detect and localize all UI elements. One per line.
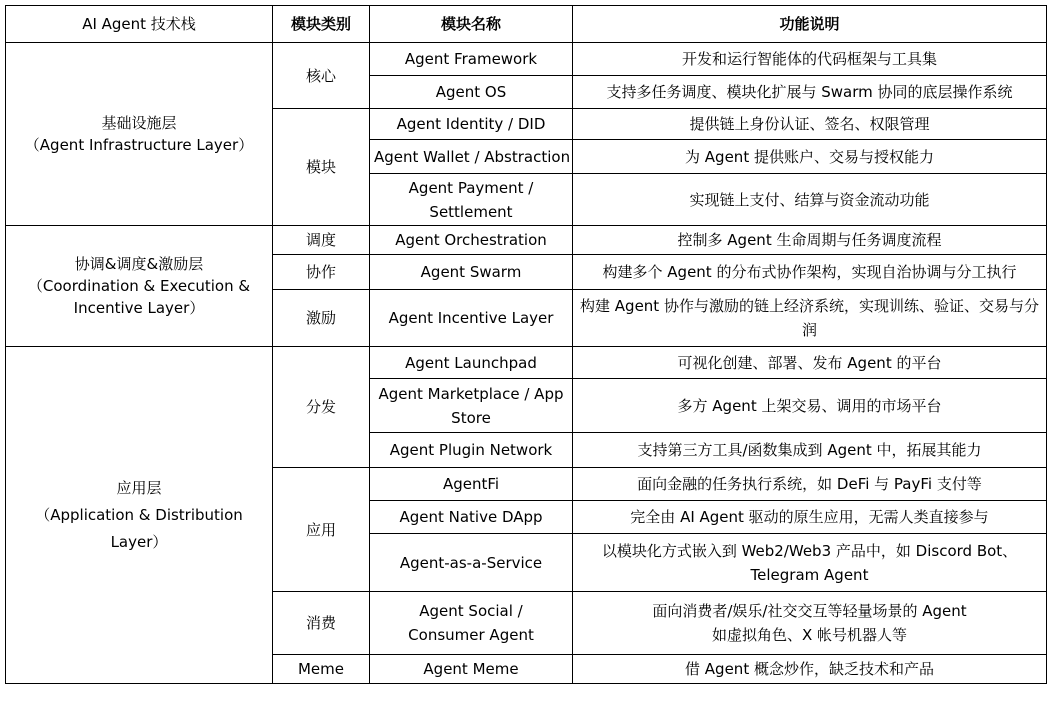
module-description: 构建 Agent 协作与激励的链上经济系统，实现训练、验证、交易与分润: [573, 290, 1047, 347]
header-description: 功能说明: [573, 6, 1047, 43]
category-application: 应用: [273, 468, 370, 592]
module-description: 面向金融的任务执行系统，如 DeFi 与 PayFi 支付等: [573, 468, 1047, 501]
module-name: Agent Plugin Network: [370, 433, 573, 468]
module-description: 控制多 Agent 生命周期与任务调度流程: [573, 226, 1047, 255]
module-description: 开发和运行智能体的代码框架与工具集: [573, 43, 1047, 76]
module-description: 构建多个 Agent 的分布式协作架构，实现自治协调与分工执行: [573, 255, 1047, 290]
table-header-row: [6, 6, 1047, 43]
category-meme: Meme: [273, 655, 370, 684]
header-stack: AI Agent 技术栈: [6, 6, 273, 43]
table-row: [6, 226, 1047, 255]
category-schedule: 调度: [273, 226, 370, 255]
module-name: Agent Orchestration: [370, 226, 573, 255]
module-name: AgentFi: [370, 468, 573, 501]
module-name: Agent Identity / DID: [370, 109, 573, 140]
category-collab: 协作: [273, 255, 370, 290]
module-description: 可视化创建、部署、发布 Agent 的平台: [573, 347, 1047, 379]
layer-title: 协调&调度&激励层: [74, 255, 204, 273]
module-description-line: 如虚拟角色、X 帐号机器人等: [711, 626, 908, 644]
module-description: 支持第三方工具/函数集成到 Agent 中，拓展其能力: [573, 433, 1047, 468]
module-name: Agent Incentive Layer: [370, 290, 573, 347]
module-description: 多方 Agent 上架交易、调用的市场平台: [573, 379, 1047, 433]
module-description: 实现链上支付、结算与资金流动功能: [573, 174, 1047, 226]
module-name: Agent Framework: [370, 43, 573, 76]
module-name: Agent Wallet / Abstraction: [370, 140, 573, 174]
layer-subtitle: （Agent Infrastructure Layer）: [24, 136, 254, 154]
module-name: Agent Marketplace / App Store: [370, 379, 573, 433]
header-category: 模块类别: [273, 6, 370, 43]
table-row: [6, 43, 1047, 76]
module-description-line: 面向消费者/娱乐/社交交互等轻量场景的 Agent: [652, 602, 967, 620]
module-name: Agent Meme: [370, 655, 573, 684]
header-name: 模块名称: [370, 6, 573, 43]
module-description: 为 Agent 提供账户、交易与授权能力: [573, 140, 1047, 174]
agent-tech-stack-table: [5, 5, 1047, 684]
module-description: 借 Agent 概念炒作，缺乏技术和产品: [573, 655, 1047, 684]
module-name: Agent Swarm: [370, 255, 573, 290]
layer-subtitle: （Application & Distribution Layer）: [35, 505, 243, 551]
layer-app: [6, 347, 273, 684]
module-description: 提供链上身份认证、签名、权限管理: [573, 109, 1047, 140]
module-name: Agent OS: [370, 76, 573, 109]
category-distribution: 分发: [273, 347, 370, 468]
category-consumer: 消费: [273, 592, 370, 655]
module-description: 以模块化方式嵌入到 Web2/Web3 产品中，如 Discord Bot、Telegram Agent: [573, 534, 1047, 592]
layer-subtitle: Incentive Layer）: [73, 299, 205, 317]
layer-title: 基础设施层: [101, 114, 177, 132]
table-row: [6, 347, 1047, 379]
layer-infra: [6, 43, 273, 226]
module-name: Agent-as-a-Service: [370, 534, 573, 592]
layer-subtitle: （Coordination & Execution &: [27, 277, 251, 295]
module-name: Agent Payment / Settlement: [370, 174, 573, 226]
layer-title: 应用层: [116, 478, 162, 497]
module-description: 支持多任务调度、模块化扩展与 Swarm 协同的底层操作系统: [573, 76, 1047, 109]
module-name: Agent Native DApp: [370, 501, 573, 534]
category-module: 模块: [273, 109, 370, 226]
module-name: Agent Social / Consumer Agent: [370, 592, 573, 655]
module-description: 完全由 AI Agent 驱动的原生应用，无需人类直接参与: [573, 501, 1047, 534]
category-incentive: 激励: [273, 290, 370, 347]
layer-coord: [6, 226, 273, 347]
category-core: 核心: [273, 43, 370, 109]
module-name: Agent Launchpad: [370, 347, 573, 379]
module-description: [573, 592, 1047, 655]
